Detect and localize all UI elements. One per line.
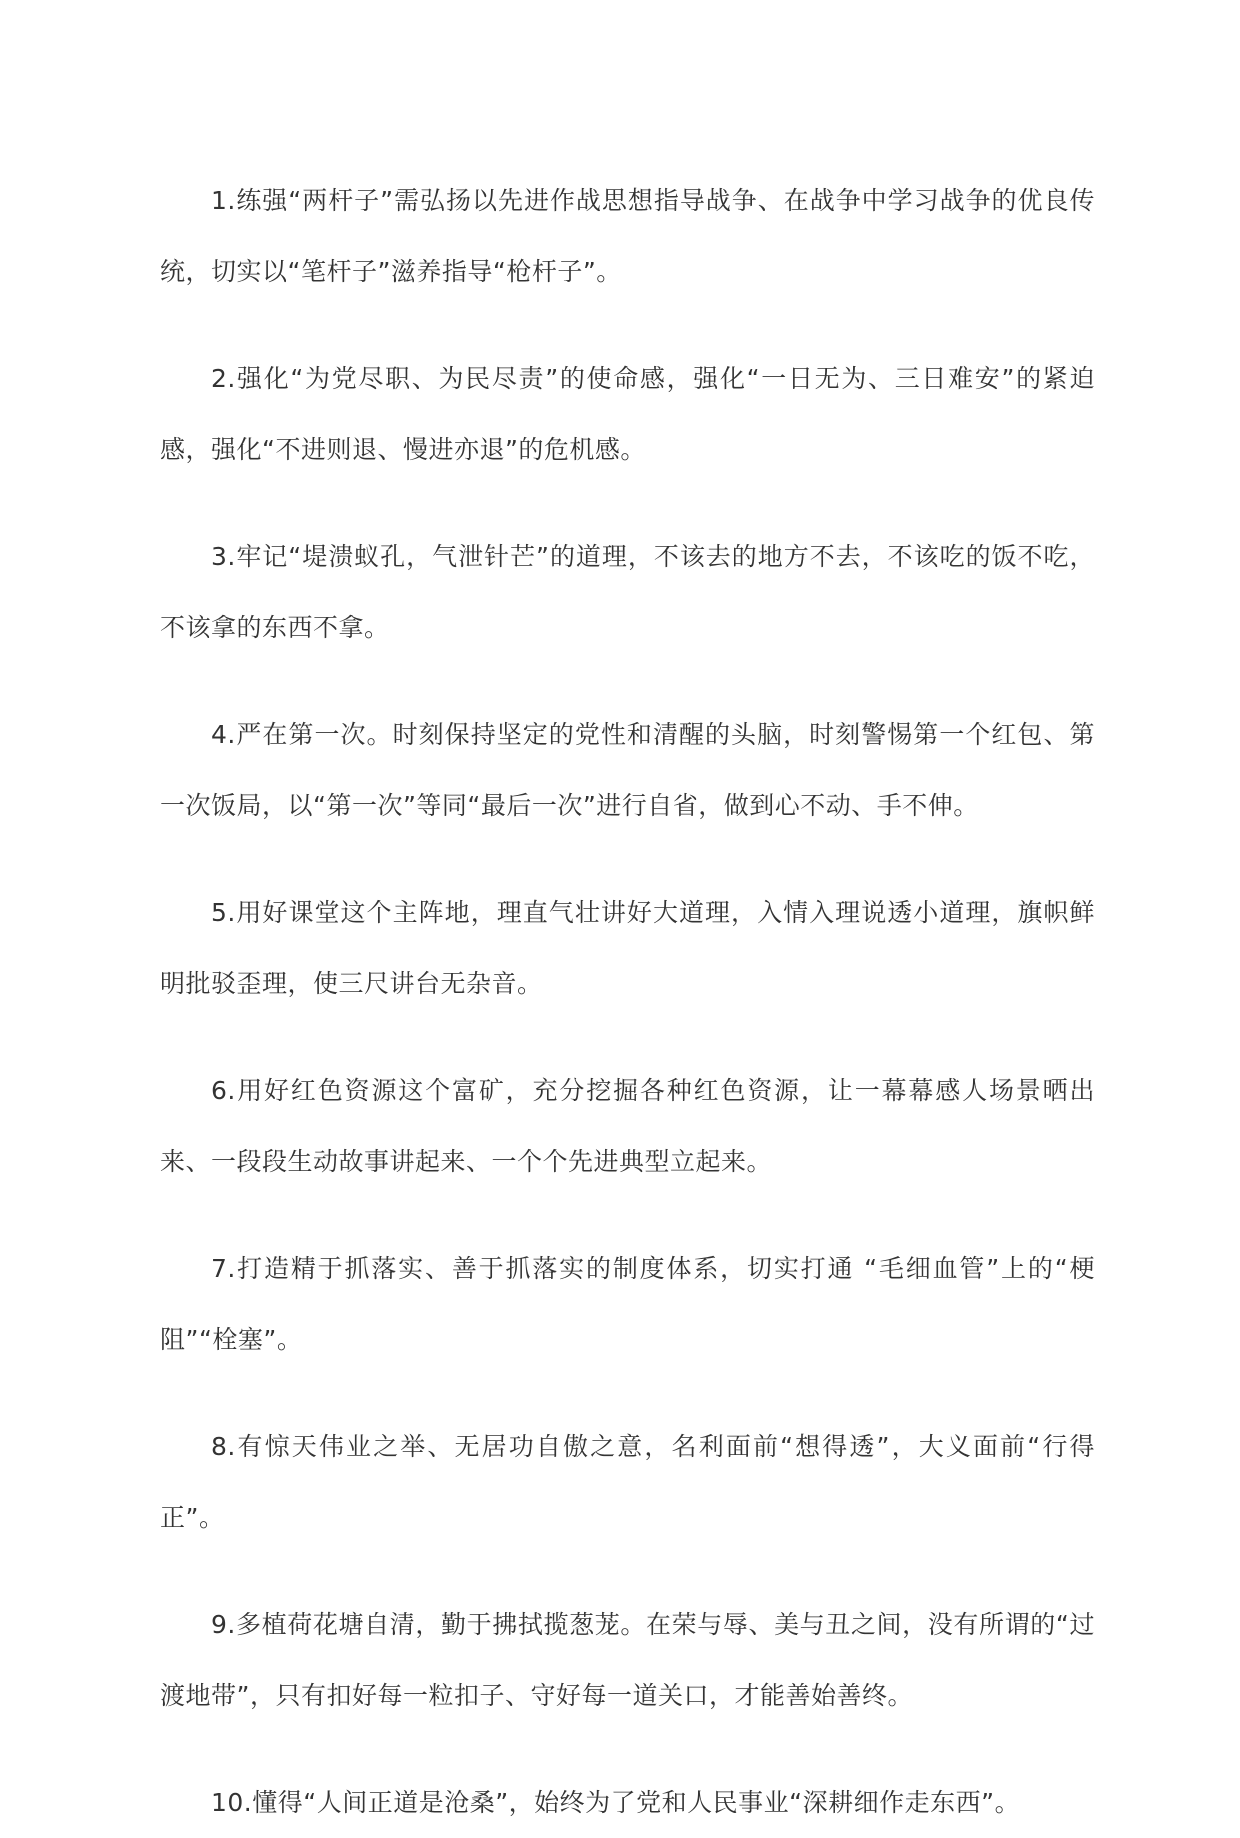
paragraph-5: 5.用好课堂这个主阵地，理直气壮讲好大道理，入情入理说透小道理，旗帜鲜明批驳歪理，使三尺讲台无杂音。	[160, 898, 1095, 998]
paragraph-8: 8.有惊天伟业之举、无居功自傲之意，名利面前“想得透”，大义面前“行得正”。	[160, 1432, 1095, 1532]
paragraph-3: 3.牢记“堤溃蚁孔，气泄针芒”的道理，不该去的地方不去，不该吃的饭不吃，不该拿的东西不拿。	[160, 542, 1095, 642]
paragraph-4: 4.严在第一次。时刻保持坚定的党性和清醒的头脑，时刻警惕第一个红包、第一次饭局，以“第一次”等同“最后一次”进行自省，做到心不动、手不伸。	[160, 720, 1095, 820]
paragraph-6: 6.用好红色资源这个富矿，充分挖掘各种红色资源，让一幕幕感人场景晒出来、一段段生动故事讲起来、一个个先进典型立起来。	[160, 1076, 1095, 1176]
paragraph-1: 1.练强“两杆子”需弘扬以先进作战思想指导战争、在战争中学习战争的优良传统，切实以“笔杆子”滋养指导“枪杆子”。	[160, 186, 1095, 286]
document-body	[160, 165, 1095, 1838]
paragraph-9: 9.多植荷花塘自清，勤于拂拭揽葱茏。在荣与辱、美与丑之间，没有所谓的“过渡地带”，只有扣好每一粒扣子、守好每一道关口，才能善始善终。	[160, 1610, 1095, 1710]
paragraph-7: 7.打造精于抓落实、善于抓落实的制度体系，切实打通 “毛细血管”上的“梗阻”“栓塞”。	[160, 1254, 1095, 1354]
paragraph-10: 10.懂得“人间正道是沧桑”，始终为了党和人民事业“深耕细作走东西”。	[211, 1788, 1021, 1817]
paragraph-2: 2.强化“为党尽职、为民尽责”的使命感，强化“一日无为、三日难安”的紧迫感，强化“不进则退、慢进亦退”的危机感。	[160, 364, 1095, 464]
